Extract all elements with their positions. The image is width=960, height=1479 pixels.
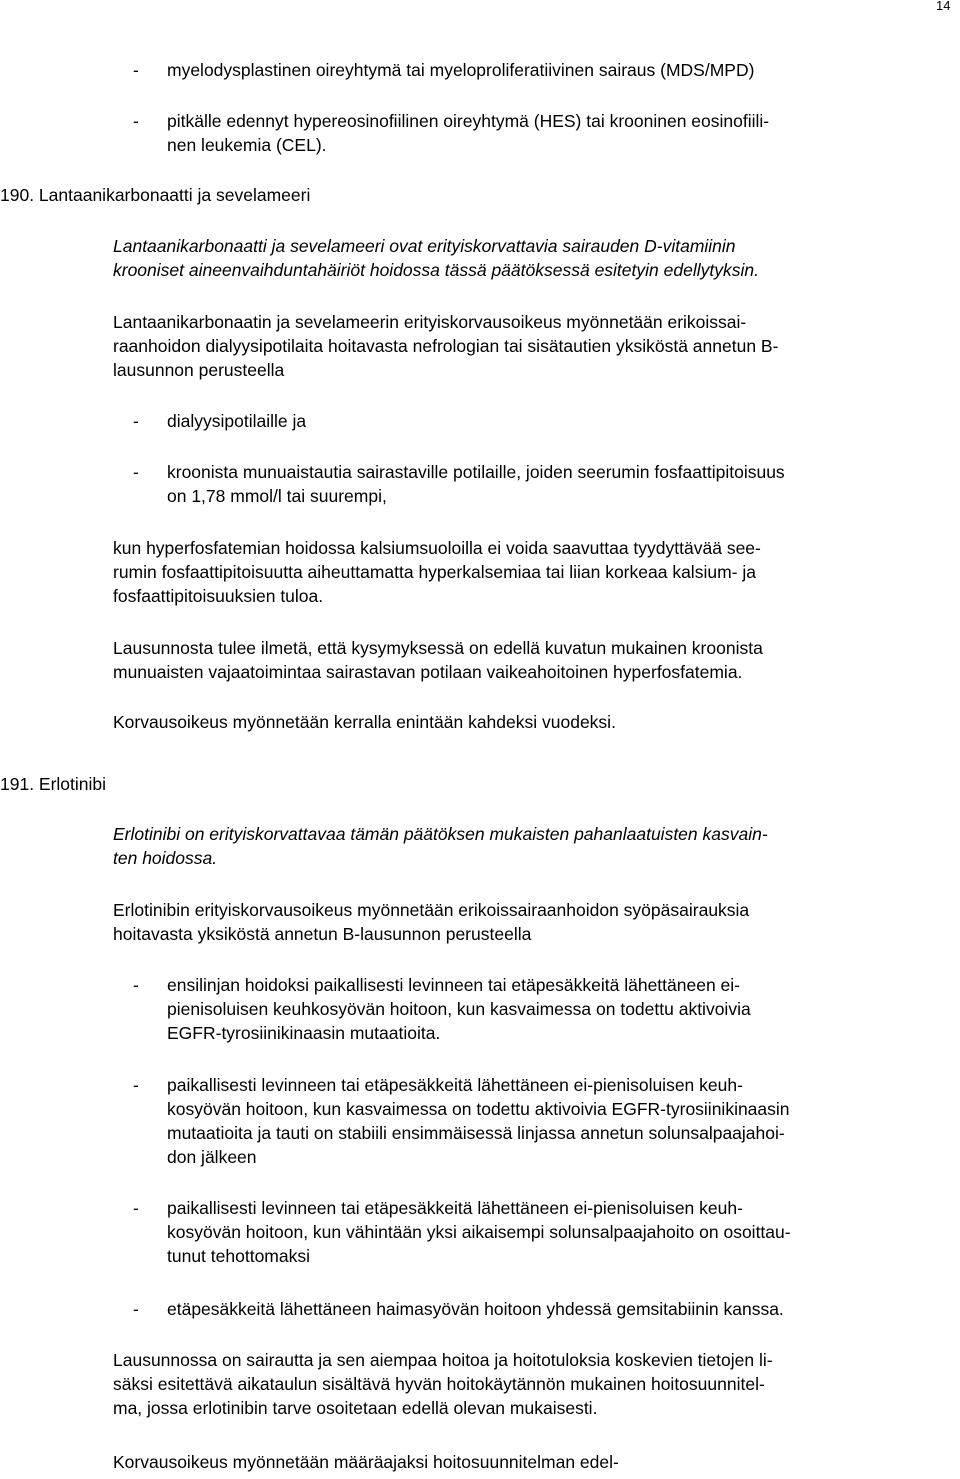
section-heading: 191. Erlotinibi [0,774,107,794]
list-item: mutaatioita ja tauti on stabiili ensimmäisessä linjassa annetun solunsalpaajahoi- [167,1123,785,1143]
bullet-dash: - [133,1075,139,1095]
duration-text: Korvausoikeus myönnetään kerralla enintään kahdeksi vuodeksi. [113,712,616,732]
statement-text: Lausunnossa on sairautta ja sen aiempaa hoitoa ja hoitotuloksia koskevien tietojen li- [113,1350,773,1370]
statement-text: munuaisten vajaatoimintaa sairastavan potilaan vaikeahoitoinen hyperfosfatemia. [113,662,743,682]
bullet-dash: - [133,60,139,80]
statement-text: Lausunnosta tulee ilmetä, että kysymyksessä on edellä kuvatun mukainen kroonista [113,638,763,658]
bullet-dash: - [133,462,139,482]
intro-text: ten hoidossa. [113,848,218,868]
list-item: ensilinjan hoidoksi paikallisesti levinneen tai etäpesäkkeitä lähettäneen ei- [167,975,741,995]
bullet-dash: - [133,975,139,995]
intro-text: Erlotinibi on erityiskorvattavaa tämän päätöksen mukaisten pahanlaatuisten kasvain- [113,824,768,844]
criteria-text: lausunnon perusteella [113,360,285,380]
criteria-text: Lantaanikarbonaatin ja sevelameerin erityiskorvausoikeus myönnetään erikoissai- [113,312,747,332]
condition-text: kun hyperfosfatemian hoidossa kalsiumsuoloilla ei voida saavuttaa tyydyttävää see- [113,538,761,558]
page-number: 14 [936,0,951,13]
list-item: paikallisesti levinneen tai etäpesäkkeitä lähettäneen ei-pienisoluisen keuh- [167,1075,743,1095]
criteria-text: hoitavasta yksiköstä annetun B-lausunnon perusteella [113,924,532,944]
list-item: on 1,78 mmol/l tai suurempi, [167,486,387,506]
list-item: kroonista munuaistautia sairastaville potilaille, joiden seerumin fosfaattipitoisuus [167,462,785,482]
list-item: pienisoluisen keuhkosyövän hoitoon, kun kasvaimessa on todettu aktivoivia [167,999,751,1019]
condition-text: rumin fosfaattipitoisuutta aiheuttamatta hyperkalsemiaa tai liian korkeaa kalsium- ja [113,562,756,582]
list-item: dialyysipotilaille ja [167,411,307,431]
condition-text: fosfaattipitoisuuksien tuloa. [113,586,324,606]
bullet-dash: - [133,1299,139,1319]
bullet-dash: - [133,411,139,431]
list-item: pitkälle edennyt hypereosinofiilinen oireyhtymä (HES) tai krooninen eosinofiili- [167,111,770,131]
list-item: kosyövän hoitoon, kun kasvaimessa on todettu aktivoivia EGFR-tyrosiinikinaasin [167,1099,790,1119]
list-item: etäpesäkkeitä lähettäneen haimasyövän hoitoon yhdessä gemsitabiinin kanssa. [167,1299,784,1319]
intro-text: krooniset aineenvaihduntahäiriöt hoidossa tässä päätöksessä esitetyin edellytyksin. [113,260,759,280]
final-text: Korvausoikeus myönnetään määräajaksi hoitosuunnitelman edel- [113,1452,619,1472]
statement-text: ma, jossa erlotinibin tarve osoitetaan edellä olevan mukaisesti. [113,1398,598,1418]
list-item: EGFR-tyrosiinikinaasin mutaatioita. [167,1023,441,1043]
list-item: paikallisesti levinneen tai etäpesäkkeitä lähettäneen ei-pienisoluisen keuh- [167,1198,743,1218]
list-item: don jälkeen [167,1147,257,1167]
criteria-text: Erlotinibin erityiskorvausoikeus myönnetään erikoissairaanhoidon syöpäsairauksia [113,900,750,920]
list-item: myelodysplastinen oireyhtymä tai myeloproliferatiivinen sairaus (MDS/MPD) [167,60,755,80]
bullet-dash: - [133,111,139,131]
statement-text: säksi esitettävä aikataulun sisältävä hyvän hoitokäytännön mukainen hoitosuunnitel- [113,1374,765,1394]
bullet-dash: - [133,1198,139,1218]
section-heading: 190. Lantaanikarbonaatti ja sevelameeri [0,185,311,205]
list-item: kosyövän hoitoon, kun vähintään yksi aikaisempi solunsalpaajahoito on osoittau- [167,1222,791,1242]
list-item: tunut tehottomaksi [167,1246,310,1266]
list-item: nen leukemia (CEL). [167,135,327,155]
intro-text: Lantaanikarbonaatti ja sevelameeri ovat erityiskorvattavia sairauden D-vitamiinin [113,236,736,256]
criteria-text: raanhoidon dialyysipotilaita hoitavasta nefrologian tai sisätautien yksiköstä annetun B- [113,336,779,356]
